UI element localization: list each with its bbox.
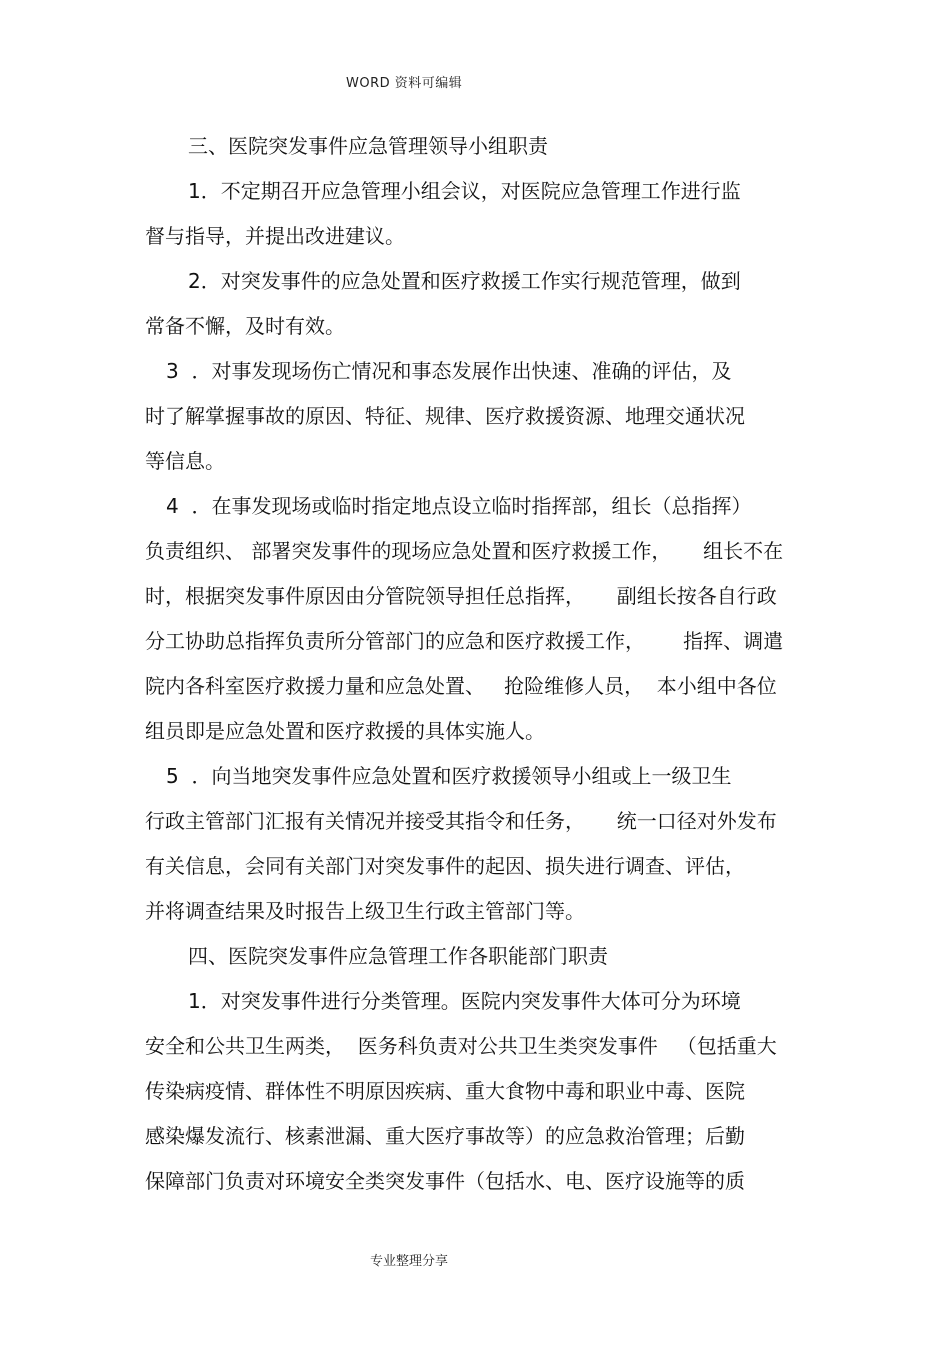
page-header: WORD 资料可编辑 <box>346 76 463 91</box>
paragraph-line: 分工协助总指挥负责所分管部门的应急和医疗救援工作， 指挥、调遣 <box>145 629 784 653</box>
paragraph-line: 组员即是应急处置和医疗救援的具体实施人。 <box>145 719 545 743</box>
paragraph-line: 时了解掌握事故的原因、特征、规律、医疗救援资源、地理交通状况 <box>145 404 745 428</box>
paragraph-line: 5 ．向当地突发事件应急处置和医疗救援领导小组或上一级卫生 <box>166 764 732 788</box>
section-heading: 三、医院突发事件应急管理领导小组职责 <box>188 134 548 158</box>
paragraph-line: 3 ．对事发现场伤亡情况和事态发展作出快速、准确的评估，及 <box>166 359 732 383</box>
paragraph-line: 督与指导，并提出改进建议。 <box>145 224 405 248</box>
paragraph-line: 时，根据突发事件原因由分管院领导担任总指挥， 副组长按各自行政 <box>145 584 777 608</box>
paragraph-line: 等信息。 <box>145 449 225 473</box>
paragraph-line: 感染爆发流行、核素泄漏、重大医疗事故等）的应急救治管理；后勤 <box>145 1124 745 1148</box>
paragraph-line: 常备不懈，及时有效。 <box>145 314 345 338</box>
paragraph-line: 1．不定期召开应急管理小组会议，对医院应急管理工作进行监 <box>188 179 741 203</box>
paragraph-line: 保障部门负责对环境安全类突发事件（包括水、电、医疗设施等的质 <box>145 1169 745 1193</box>
section-heading: 四、医院突发事件应急管理工作各职能部门职责 <box>188 944 608 968</box>
paragraph-line: 2．对突发事件的应急处置和医疗救援工作实行规范管理，做到 <box>188 269 741 293</box>
paragraph-line: 4 ．在事发现场或临时指定地点设立临时指挥部，组长（总指挥） <box>166 494 752 518</box>
page-footer: 专业整理分享 <box>370 1254 449 1269</box>
paragraph-line: 安全和公共卫生两类， 医务科负责对公共卫生类突发事件 （包括重大 <box>145 1034 777 1058</box>
paragraph-line: 院内各科室医疗救援力量和应急处置、 抢险维修人员， 本小组中各位 <box>145 674 777 698</box>
paragraph-line: 有关信息，会同有关部门对突发事件的起因、损失进行调查、评估， <box>145 854 745 878</box>
paragraph-line: 负责组织、 部署突发事件的现场应急处置和医疗救援工作， 组长不在 <box>145 539 784 563</box>
paragraph-line: 并将调查结果及时报告上级卫生行政主管部门等。 <box>145 899 585 923</box>
paragraph-line: 1．对突发事件进行分类管理。医院内突发事件大体可分为环境 <box>188 989 741 1013</box>
paragraph-line: 传染病疫情、群体性不明原因疾病、重大食物中毒和职业中毒、医院 <box>145 1079 745 1103</box>
paragraph-line: 行政主管部门汇报有关情况并接受其指令和任务， 统一口径对外发布 <box>145 809 777 833</box>
